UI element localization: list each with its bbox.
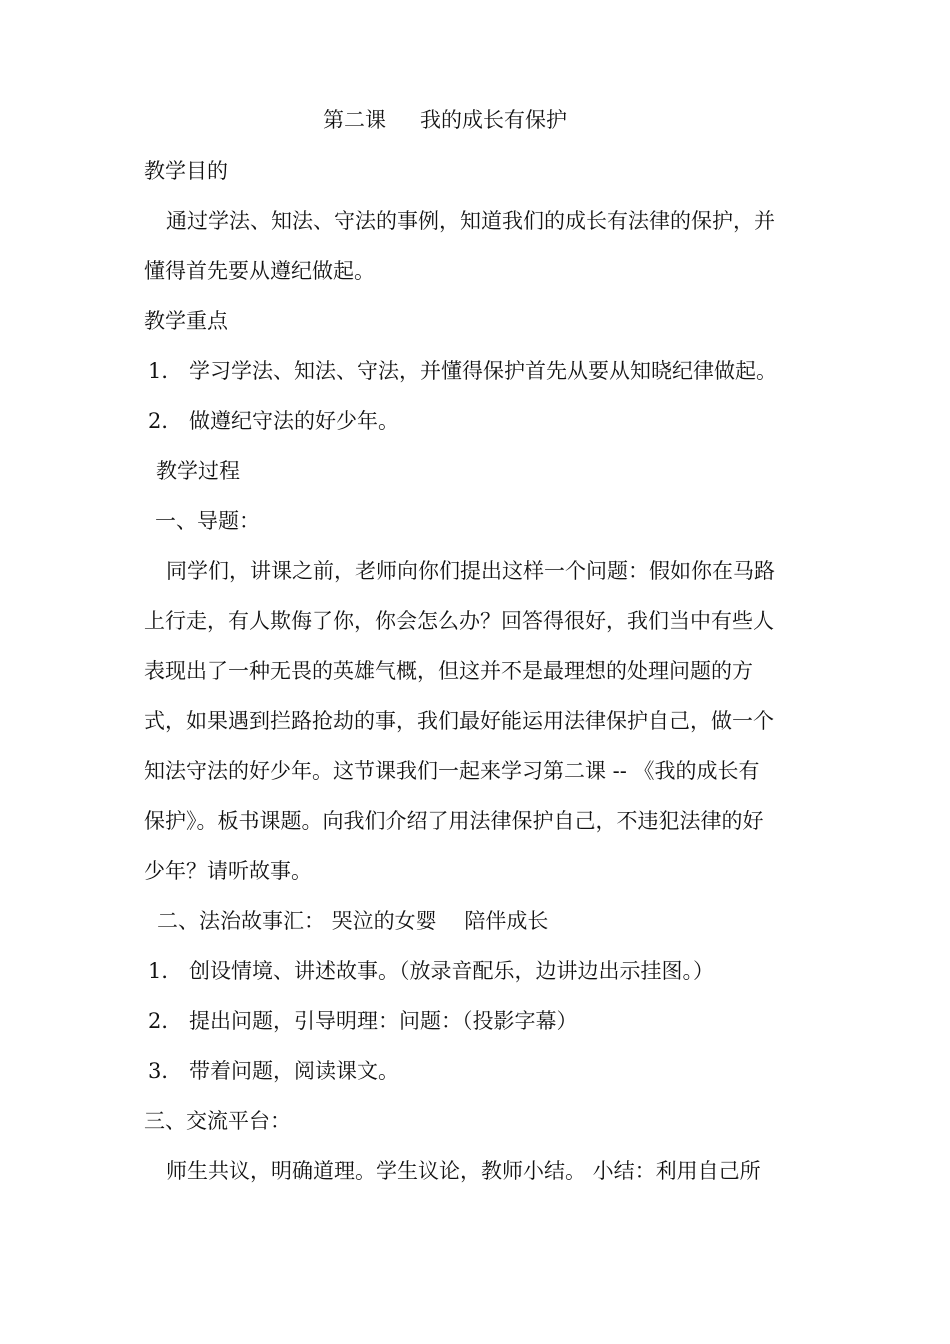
paragraph-line: 通过学法、知法、守法的事例，知道我们的成长有法律的保护，并 <box>166 209 775 233</box>
list-item: 3． 带着问题，阅读课文。 <box>148 1059 400 1083</box>
paragraph-line: 师生共议，明确道理。学生议论，教师小结。 小结：利用自己所 <box>166 1159 761 1183</box>
list-item: 2． 做遵纪守法的好少年。 <box>148 409 400 433</box>
list-item: 1． 学习学法、知法、守法，并懂得保护首先从要从知晓纪律做起。 <box>148 359 778 383</box>
paragraph-line: 懂得首先要从遵纪做起。 <box>144 259 375 283</box>
paragraph-line: 知法守法的好少年。这节课我们一起来学习第二课 -- 《我的成长有 <box>144 759 760 783</box>
list-item: 2． 提出问题，引导明理：问题：（投影字幕） <box>148 1009 578 1033</box>
section-heading: 一、导题： <box>155 509 260 533</box>
paragraph-line: 上行走，有人欺侮了你，你会怎么办？回答得很好，我们当中有些人 <box>144 609 774 633</box>
heading-teaching-focus: 教学重点 <box>144 309 228 333</box>
section-heading: 三、交流平台： <box>144 1109 291 1133</box>
heading-teaching-purpose: 教学目的 <box>144 159 228 183</box>
paragraph-line: 少年？请听故事。 <box>144 859 312 883</box>
paragraph-line: 同学们，讲课之前，老师向你们提出这样一个问题：假如你在马路 <box>166 559 775 583</box>
document-title <box>323 105 623 135</box>
paragraph-line: 表现出了一种无畏的英雄气概，但这并不是最理想的处理问题的方 <box>144 659 753 683</box>
list-item: 1． 创设情境、讲述故事。（放录音配乐，边讲边出示挂图。） <box>148 959 715 983</box>
title-lesson-number: 第二课 <box>323 108 386 132</box>
section-heading: 二、法治故事汇： 哭泣的女婴 陪伴成长 <box>157 909 549 933</box>
paragraph-line: 保护》。板书课题。向我们介绍了用法律保护自己，不违犯法律的好 <box>144 809 764 833</box>
heading-teaching-process: 教学过程 <box>156 459 240 483</box>
title-lesson-name: 我的成长有保护 <box>420 108 567 132</box>
paragraph-line: 式，如果遇到拦路抢劫的事，我们最好能运用法律保护自己，做一个 <box>144 709 774 733</box>
